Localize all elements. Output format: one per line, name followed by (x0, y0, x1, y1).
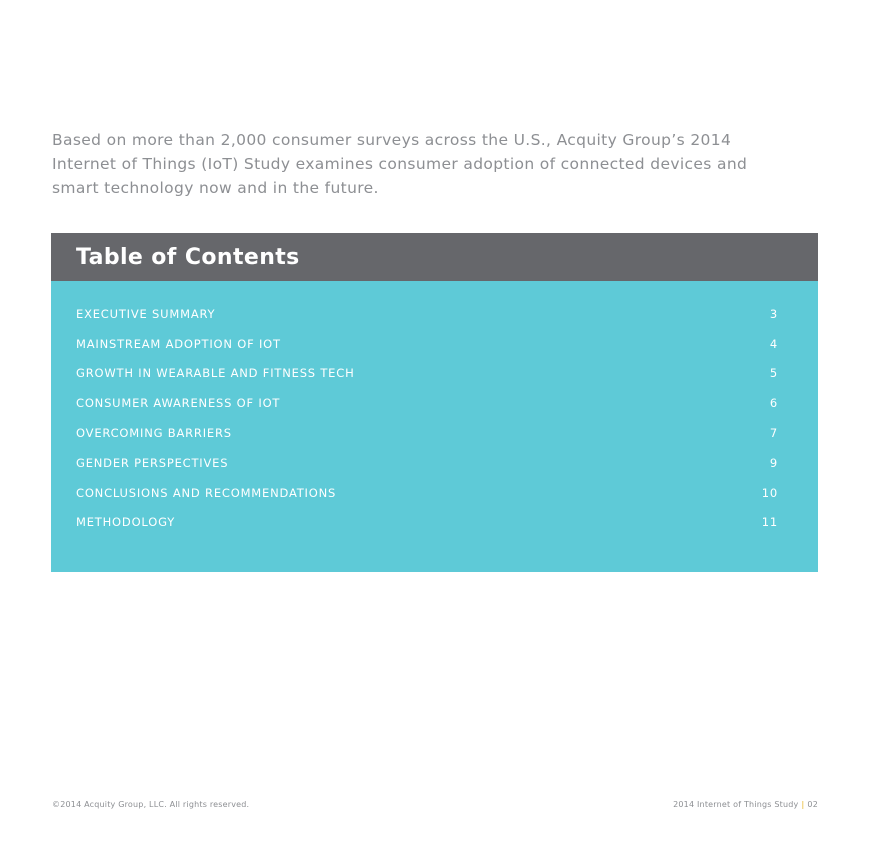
toc-entry-page: 4 (769, 336, 778, 351)
toc-entry-label: CONCLUSIONS AND RECOMMENDATIONS (76, 485, 337, 500)
footer-publication-title: 2014 Internet of Things Study (673, 800, 799, 809)
toc-entry-label: GENDER PERSPECTIVES (76, 455, 229, 470)
toc-entry-page: 10 (761, 485, 778, 500)
toc-title: Table of Contents (76, 244, 300, 270)
toc-entry-page: 7 (769, 426, 778, 441)
toc-entry-label: EXECUTIVE SUMMARY (76, 306, 216, 321)
toc-entry-label: MAINSTREAM ADOPTION OF IOT (76, 336, 281, 351)
toc-entry-consumer-awareness[interactable] (76, 388, 778, 418)
toc-entry-label: GROWTH IN WEARABLE AND FITNESS TECH (76, 366, 355, 381)
toc-entry-page: 6 (769, 396, 778, 411)
footer-publication-info (673, 800, 818, 809)
toc-entry-gender-perspectives[interactable] (76, 448, 778, 478)
toc-entry-mainstream-adoption[interactable] (76, 329, 778, 359)
toc-entry-overcoming-barriers[interactable] (76, 418, 778, 448)
toc-entry-label: CONSUMER AWARENESS OF IOT (76, 396, 281, 411)
toc-entry-page: 11 (761, 515, 778, 530)
toc-entry-page: 5 (769, 366, 778, 381)
toc-entry-conclusions[interactable] (76, 478, 778, 508)
table-of-contents (51, 233, 818, 572)
toc-entry-label: METHODOLOGY (76, 515, 176, 530)
toc-header (51, 233, 818, 281)
toc-list (51, 281, 818, 572)
toc-entry-wearable-fitness[interactable] (76, 359, 778, 389)
toc-entry-page: 3 (769, 306, 778, 321)
toc-entry-methodology[interactable] (76, 508, 778, 538)
page-footer (52, 800, 818, 809)
toc-entry-label: OVERCOMING BARRIERS (76, 426, 232, 441)
footer-copyright: ©2014 Acquity Group, LLC. All rights reserved. (52, 800, 250, 809)
toc-entry-executive-summary[interactable] (76, 299, 778, 329)
footer-separator: | (801, 800, 805, 809)
toc-entry-page: 9 (769, 455, 778, 470)
intro-paragraph: Based on more than 2,000 consumer surveys across the U.S., Acquity Group’s 2014 Internet of Things (IoT) Study examines consumer adoption of connected devices and smart technology now and in the future. (52, 131, 748, 197)
footer-page-number: 02 (807, 800, 818, 809)
